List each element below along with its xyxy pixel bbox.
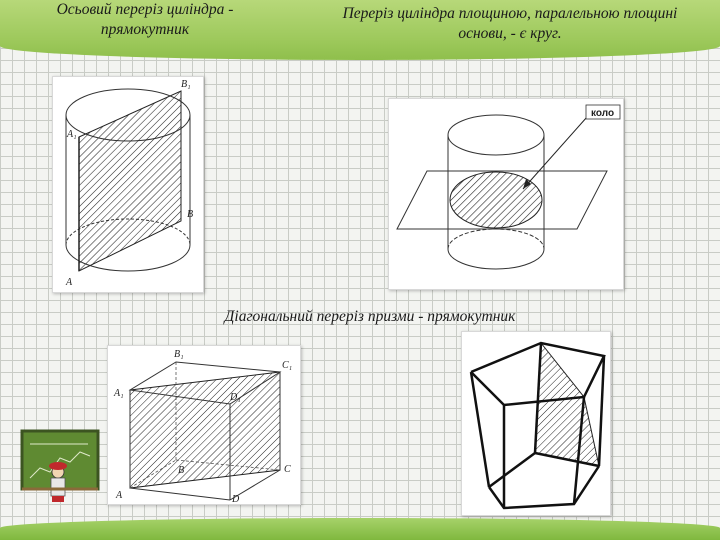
label-a1: A₁	[67, 129, 77, 140]
label-b1: B₁	[174, 349, 184, 360]
caption-parallel-section: Переріз циліндра площиною, паралельною площині основи, - є круг.	[342, 5, 678, 42]
caption-diagonal-section: Діагональний переріз призми - прямокутник	[224, 308, 516, 325]
caption-axial-section: Осьовий переріз циліндра - прямокутник	[56, 1, 234, 38]
bottom-decorative-band	[0, 518, 720, 540]
cylinder-axial-section-figure	[52, 76, 204, 293]
prism-bold-diagonal-section-figure	[461, 331, 611, 516]
cylinder-parallel-section-figure	[388, 98, 624, 290]
prism-diagonal-section-figure	[107, 345, 301, 505]
label-c1: C₁	[282, 360, 293, 371]
label-d1: D₁	[230, 392, 241, 403]
label-d: D	[232, 494, 240, 504]
label-b1: B₁	[181, 79, 191, 90]
label-a: A	[116, 490, 123, 501]
label-a: A	[66, 277, 73, 288]
label-b: B	[178, 465, 185, 476]
label-b: B	[187, 209, 194, 220]
label-a1: A₁	[114, 388, 124, 399]
label-c: C	[284, 464, 291, 475]
teacher-clipart	[18, 428, 102, 508]
callout-label: коло	[591, 108, 615, 119]
